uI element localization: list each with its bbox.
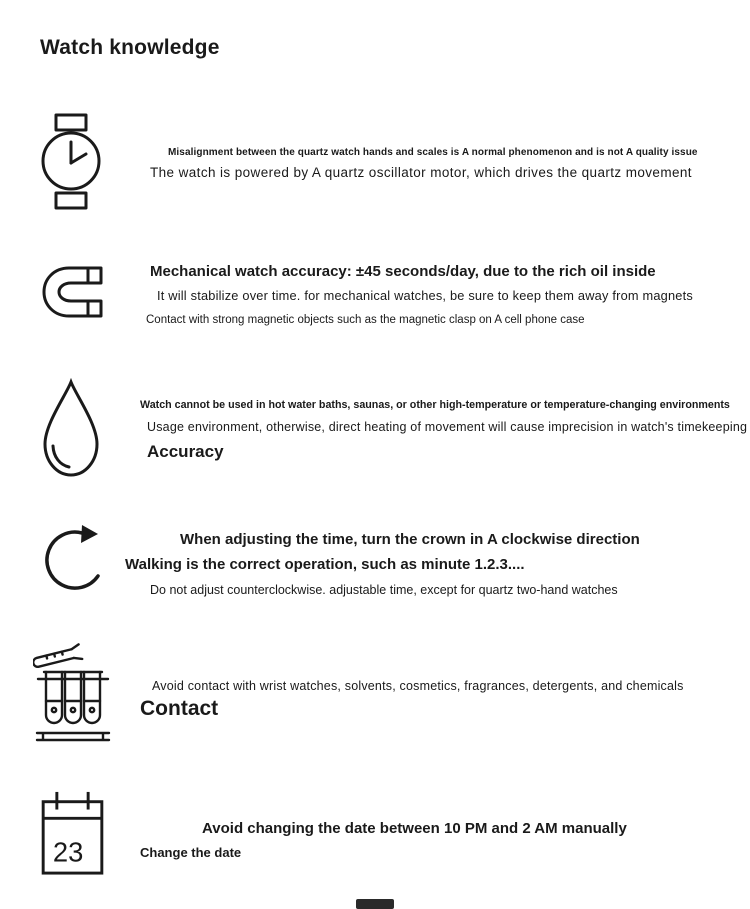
contact-headline: Contact [140, 697, 219, 720]
page-title: Watch knowledge [40, 36, 220, 59]
quartz-headline: The watch is powered by A quartz oscillator motor, which drives the quartz movement [150, 165, 692, 180]
magnet-subline: It will stabilize over time. for mechanical watches, be sure to keep them away from magnets [157, 288, 693, 303]
wristwatch-icon [38, 113, 106, 210]
temperature-subline: Usage environment, otherwise, direct heating of movement will cause imprecision in watch's timekeeping [147, 420, 748, 434]
crown-note: Do not adjust counterclockwise. adjustable time, except for quartz two-hand watches [150, 583, 618, 597]
accuracy-headline: Accuracy [147, 442, 224, 461]
chemicals-note: Avoid contact with wrist watches, solvents, cosmetics, fragrances, detergents, and chemicals [152, 679, 684, 693]
date-subheadline: Change the date [140, 845, 242, 860]
calendar-day-number: 23 [52, 836, 84, 868]
magnet-note-small: Contact with strong magnetic objects such as the magnetic clasp on A cell phone case [146, 314, 585, 326]
calendar-icon [40, 789, 105, 877]
bottom-edge-artifact [356, 899, 394, 909]
date-headline: Avoid changing the date between 10 PM and 2 AM manually [202, 820, 627, 837]
magnet-headline: Mechanical watch accuracy: ±45 seconds/day, due to the rich oil inside [150, 263, 656, 280]
crown-subheadline: Walking is the correct operation, such as minute 1.2.3.... [125, 556, 525, 573]
water-drop-icon [40, 378, 102, 479]
crown-headline: When adjusting the time, turn the crown in A clockwise direction [180, 531, 640, 548]
clockwise-arrow-icon [40, 519, 108, 599]
magnet-icon [40, 264, 104, 320]
test-tubes-icon [33, 643, 113, 745]
quartz-note-small: Misalignment between the quartz watch hands and scales is A normal phenomenon and is not A quality issue [168, 147, 698, 158]
temperature-note-small: Watch cannot be used in hot water baths, saunas, or other high-temperature or temperature-changing environments [140, 399, 730, 411]
